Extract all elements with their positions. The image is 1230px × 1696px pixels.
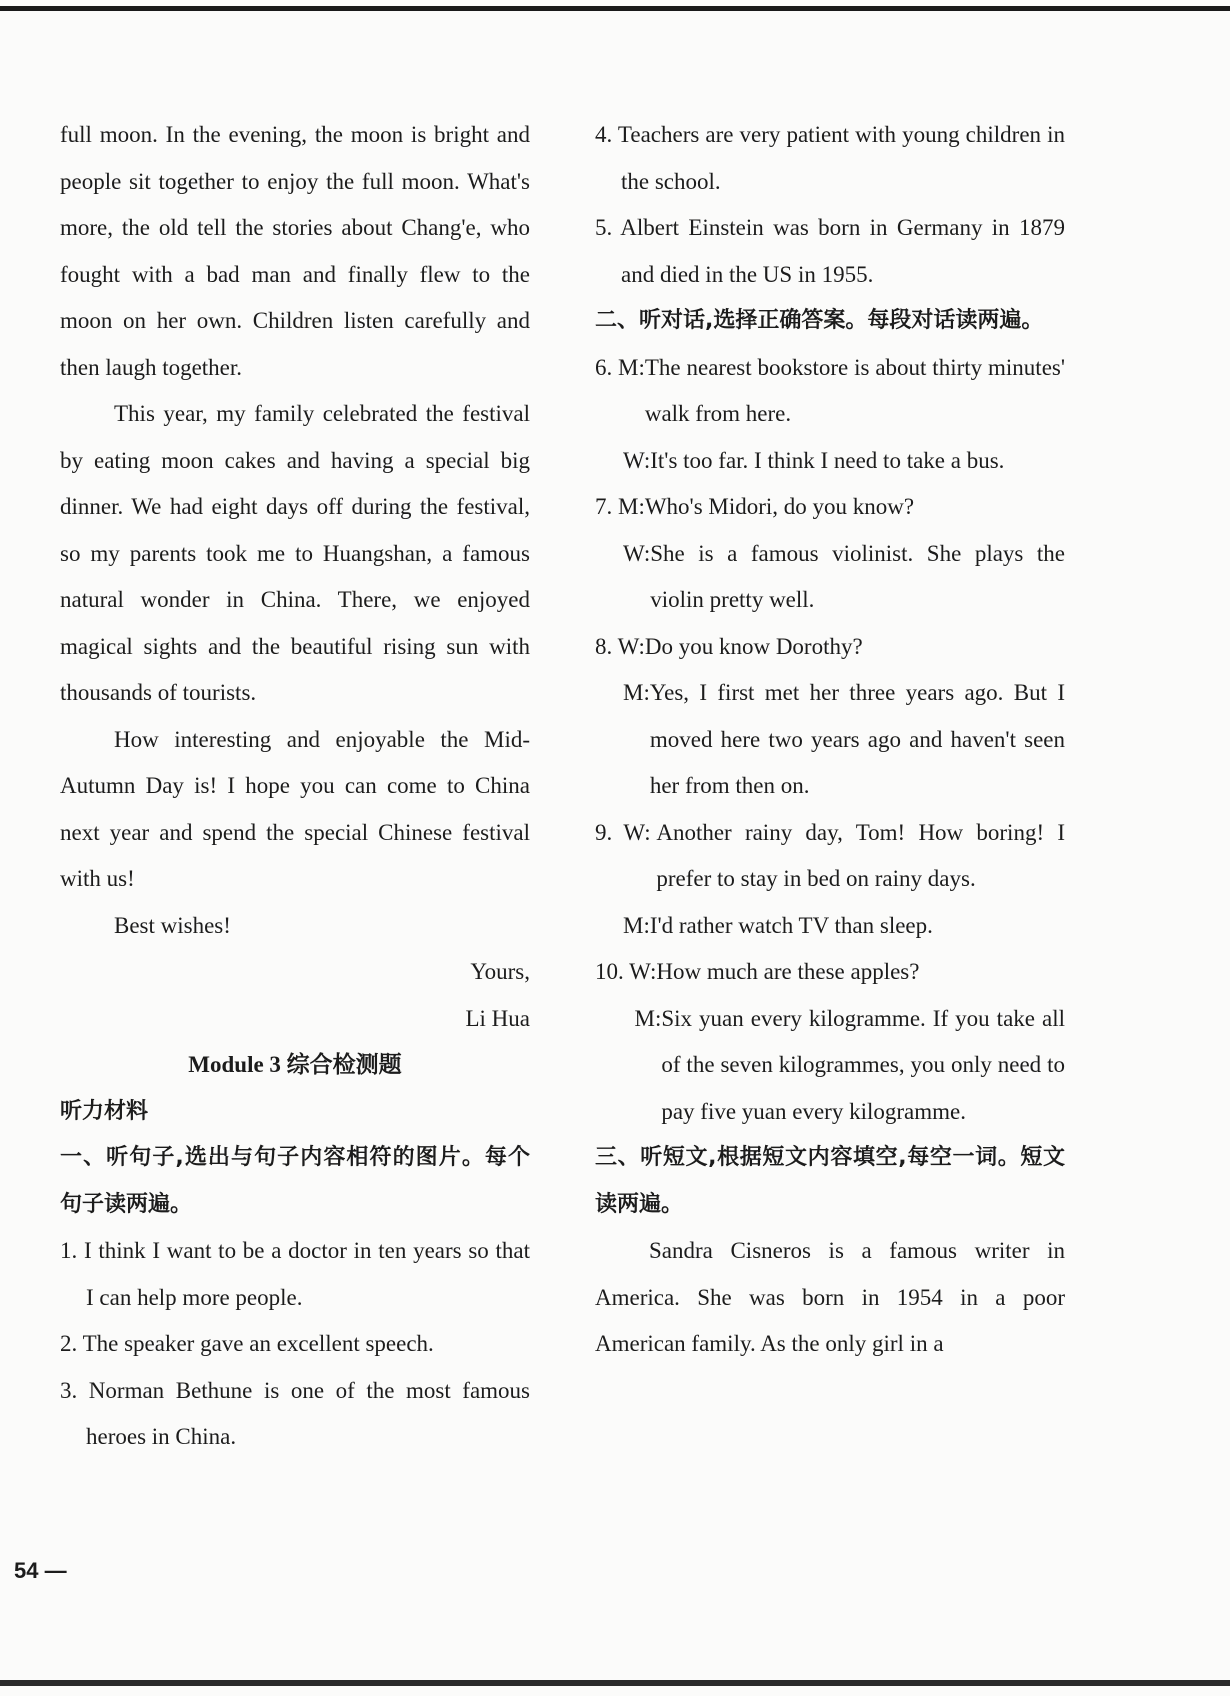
bottom-rule [0,1680,1230,1686]
dialogue-text: How much are these apples? [656,959,920,984]
question-item: 5. Albert Einstein was born in Germany in 1879 and died in the US in 1955. [595,215,1065,287]
part1-heading: 一、听句子,选出与句子内容相符的图片。每个句子读两遍。 [60,1145,530,1217]
letter-yours: Yours, [470,959,530,984]
section-title: 听力材料 [60,1098,149,1124]
dialogue-line: M: I'd rather watch TV than sleep. [595,903,1065,950]
module-title: Module 3 综合检测题 [188,1052,402,1077]
dialogue-line: M: Six yuan every kilogramme. If you take all of the seven kilogrammes, you only need to pay five yuan every kilogramme. [595,996,1065,1136]
dialogue-line: M: Yes, I first met her three years ago. But I moved here two years ago and haven't seen her from then on. [595,670,1065,810]
part3-heading: 三、听短文,根据短文内容填空,每空一词。短文读两遍。 [595,1145,1065,1217]
dialogue-text: It's too far. I think I need to take a bus. [650,447,1005,473]
dialogue-line: W: It's too far. I think I need to take a bus. [595,438,1065,485]
page-number: 54 — [14,1558,67,1583]
right-column [595,112,1065,1368]
letter-paragraph: This year, my family celebrated the festival by eating moon cakes and having a special big dinner. We had eight days off during the festival, so my parents took me to Huangshan, a famous natural wonder in China. There, we enjoyed magical sights and the beautiful rising sun with thousands of tourists. [60,401,530,705]
dialogue-text: I'd rather watch TV than sleep. [649,912,933,938]
dialogue-text: Yes, I first met her three years ago. But I moved here two years ago and haven't seen her from then on. [649,680,1065,798]
dialogue-line: 7. M: Who's Midori, do you know? [595,484,1065,531]
dialogue-line: 10. W: How much are these apples? [595,949,1065,996]
letter-paragraph: How interesting and enjoyable the Mid-Autumn Day is! I hope you can come to China next year and spend the special Chinese festival with us! [60,726,530,891]
dialogue-text: Six yuan every kilogramme. If you take all of the seven kilogrammes, you only need to pay five yuan every kilogramme. [661,1005,1065,1124]
dialogue-text: She is a famous violinist. She plays the violin pretty well. [650,540,1065,612]
question-item: 3. Norman Bethune is one of the most famous heroes in China. [60,1377,530,1449]
passage-text: Sandra Cisneros is a famous writer in America. She was born in 1954 in a poor American family. As the only girl in a [595,1238,1065,1356]
letter-paragraph: full moon. In the evening, the moon is bright and people sit together to enjoy the full moon. What's more, the old tell the stories about Chang'e, who fought with a bad man and finally flew to the moon on her own. Children listen carefully and then laugh together. [60,122,530,380]
question-item: 4. Teachers are very patient with young children in the school. [595,122,1065,194]
dialogue-text: Another rainy day, Tom! How boring! I prefer to stay in bed on rainy days. [656,819,1065,891]
dialogue-line: 8. W: Do you know Dorothy? [595,624,1065,671]
dialogue-line: W: She is a famous violinist. She plays the violin pretty well. [595,531,1065,624]
top-rule [0,6,1230,11]
part2-heading: 二、听对话,选择正确答案。每段对话读两遍。 [595,308,1044,333]
left-column [60,112,530,1461]
dialogue-text: Who's Midori, do you know? [644,494,915,519]
question-item: 2. The speaker gave an excellent speech. [60,1331,434,1356]
dialogue-text: Do you know Dorothy? [644,633,863,659]
dialogue-line: 6. M: The nearest bookstore is about thirty minutes' walk from here. [595,345,1065,438]
dialogue-line: 9. W: Another rainy day, Tom! How boring! I prefer to stay in bed on rainy days. [595,810,1065,903]
letter-closing: Best wishes! [114,912,231,938]
letter-signature: Li Hua [465,1005,530,1031]
dialogue-text: The nearest bookstore is about thirty minutes' walk from here. [644,354,1065,426]
question-item: 1. I think I want to be a doctor in ten years so that I can help more people. [60,1238,530,1310]
